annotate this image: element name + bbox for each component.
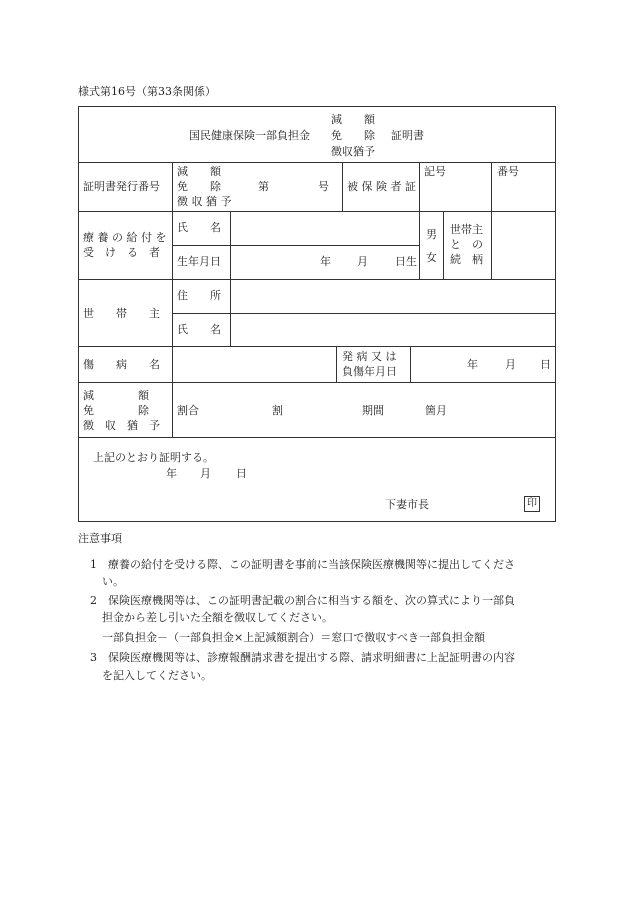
column-divider: [172, 162, 173, 437]
row-divider: [78, 437, 556, 438]
ratio-unit: 割: [272, 404, 283, 417]
title-cert: 証明書: [391, 129, 424, 142]
row1-dai: 第: [258, 180, 269, 193]
cert-year: 年: [166, 467, 177, 480]
sex-male: 男: [426, 228, 437, 241]
bango-label: 番号: [497, 165, 519, 178]
row-divider: [78, 211, 556, 212]
disease-label: 傷 病 名: [83, 358, 160, 371]
relation-label-2: と の: [450, 238, 483, 251]
recipient-label-2: 受 け る 者: [83, 246, 160, 259]
mayor-label: 下妻市長: [385, 498, 429, 511]
recipient-name-label: 氏 名: [177, 221, 221, 234]
insured-cert-label: 被 保 険 者 証: [347, 180, 416, 193]
row1-cho: 徴 収 猶 予: [177, 195, 232, 208]
note-2-formula: 一部負担金－（一部負担金×上記減額割合）＝窓口で徴収すべき一部負担金額: [102, 631, 485, 644]
birth-month: 月: [357, 255, 368, 268]
birth-date-label: 生年月日: [177, 255, 221, 268]
title-main: 国民健康保険一部負担金: [189, 129, 310, 142]
title-cho: 徴収猶予: [331, 145, 375, 158]
column-divider: [419, 162, 420, 279]
onset-label-2: 負傷年月日: [342, 365, 397, 378]
row5-cho: 徴 収 猶 予: [83, 419, 160, 432]
onset-month: 月: [505, 358, 516, 371]
kigo-label: 記号: [424, 165, 446, 178]
notes-heading: 注意事項: [78, 532, 122, 545]
birth-year: 年: [320, 255, 331, 268]
column-divider: [230, 211, 231, 279]
sex-female: 女: [426, 251, 437, 264]
row1-men: 免 除: [177, 180, 221, 193]
note-1-line-1: 1 療養の給付を受ける際、この証明書を事前に当該保険医療機関等に提出してくださ: [90, 558, 515, 571]
onset-year: 年: [467, 358, 478, 371]
row1-gen: 減 額: [177, 165, 221, 178]
row5-gen: 減 額: [83, 389, 149, 402]
relation-label-1: 世帯主: [450, 223, 483, 236]
recipient-label-1: 療 養 の 給 付 を: [83, 231, 167, 244]
birth-day: 日生: [395, 255, 417, 268]
period-label: 期間: [362, 404, 384, 417]
form-number: 様式第16号（第33条関係）: [78, 85, 216, 98]
row-divider: [172, 245, 419, 246]
householder-name-label: 氏 名: [177, 323, 221, 336]
row-divider: [78, 279, 556, 280]
title-men: 免 除: [331, 129, 375, 142]
row1-go: 号: [318, 180, 329, 193]
note-2-line-1: 2 保険医療機関等は、この証明書記載の割合に相当する額を、次の算式により一部負: [90, 594, 515, 607]
note-3-line-1: 3 保険医療機関等は、診療報酬請求書を提出する際、請求明細書に上記証明書の内容: [90, 651, 515, 664]
onset-day: 日: [540, 358, 551, 371]
note-1-line-2: い。: [102, 575, 124, 588]
row5-men: 免 除: [83, 404, 149, 417]
seal-mark: 印: [524, 496, 540, 512]
column-divider: [443, 211, 444, 279]
onset-label-1: 発 病 又 は: [342, 350, 397, 363]
relation-label-3: 続 柄: [450, 253, 483, 266]
note-2-line-2: 担金から差し引いた全額を徴収してください。: [102, 611, 333, 624]
column-divider: [491, 162, 492, 279]
column-divider: [336, 346, 337, 382]
title-gen: 減 額: [331, 113, 375, 126]
column-divider: [230, 279, 231, 346]
address-label: 住 所: [177, 289, 221, 302]
row-divider: [78, 346, 556, 347]
cert-month: 月: [200, 467, 211, 480]
column-divider: [172, 346, 173, 382]
row-divider: [78, 162, 556, 163]
ratio-label: 割合: [177, 404, 199, 417]
householder-label: 世 帯 主: [83, 307, 160, 320]
row-divider: [78, 382, 556, 383]
cert-number-label: 証明書発行番号: [83, 180, 160, 193]
cert-day: 日: [236, 467, 247, 480]
column-divider: [410, 346, 411, 382]
period-unit: 箇月: [425, 404, 447, 417]
column-divider: [342, 162, 343, 211]
certification-statement: 上記のとおり証明する。: [93, 451, 214, 464]
note-3-line-2: を記入してください。: [102, 669, 212, 682]
